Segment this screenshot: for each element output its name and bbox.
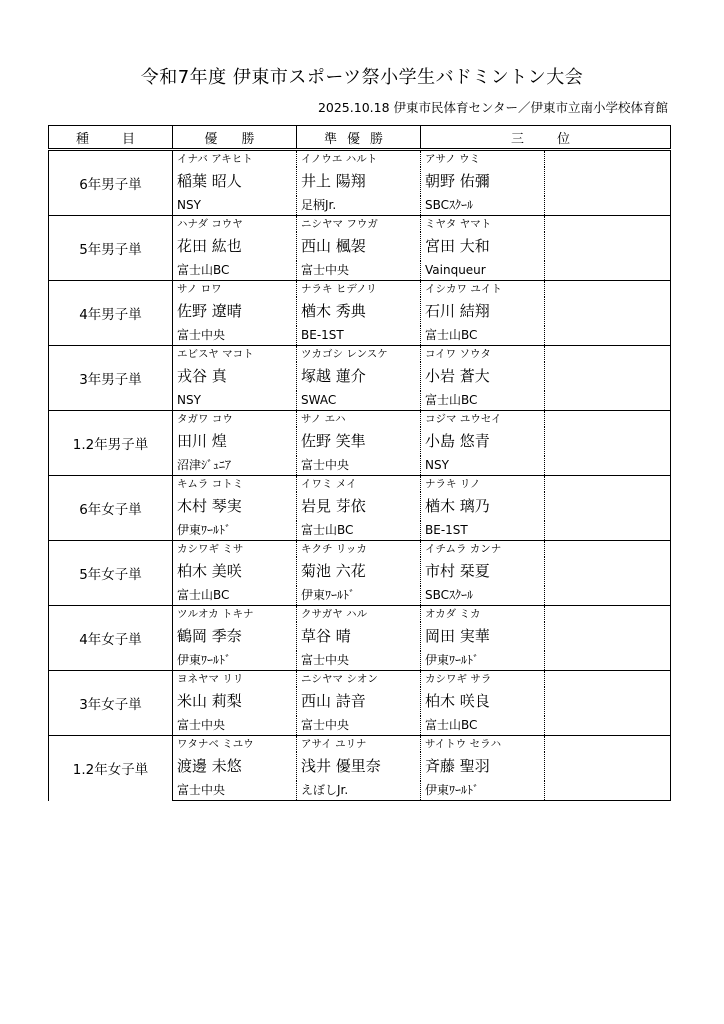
winner-kana: ツルオカ トキナ xyxy=(173,606,297,623)
third-1-club: 伊東ﾜｰﾙﾄﾞ xyxy=(421,651,545,671)
runner-up-club: SWAC xyxy=(297,391,421,411)
winner-club: NSY xyxy=(173,391,297,411)
winner-name: 鶴岡 季奈 xyxy=(173,622,297,651)
event-name: 4年男子単 xyxy=(49,281,173,346)
table-row-kana xyxy=(49,671,671,688)
third-1-name: 岡田 実華 xyxy=(421,622,545,651)
header-event: 種 目 xyxy=(49,126,173,150)
runner-up-club: BE-1ST xyxy=(297,326,421,346)
third-2-name xyxy=(545,622,671,651)
runner-up-club: えぼしJr. xyxy=(297,781,421,801)
winner-kana: ワタナベ ミユウ xyxy=(173,736,297,753)
third-2-name xyxy=(545,427,671,456)
third-2-name xyxy=(545,557,671,586)
third-2-club xyxy=(545,586,671,606)
header-winner: 優 勝 xyxy=(173,126,297,150)
winner-name: 戎谷 真 xyxy=(173,362,297,391)
third-1-name: 宮田 大和 xyxy=(421,232,545,261)
third-2-kana xyxy=(545,541,671,558)
runner-up-kana: イワミ メイ xyxy=(297,476,421,493)
winner-club: 富士山BC xyxy=(173,586,297,606)
winner-kana: キムラ コトミ xyxy=(173,476,297,493)
event-name: 1.2年男子単 xyxy=(49,411,173,476)
third-2-name xyxy=(545,232,671,261)
winner-club: 富士山BC xyxy=(173,261,297,281)
third-1-club: 富士山BC xyxy=(421,326,545,346)
table-row-kana xyxy=(49,606,671,623)
winner-club: 伊東ﾜｰﾙﾄﾞ xyxy=(173,651,297,671)
third-1-kana: オカダ ミカ xyxy=(421,606,545,623)
third-1-club: 富士山BC xyxy=(421,716,545,736)
runner-up-name: 西山 楓袈 xyxy=(297,232,421,261)
runner-up-name: 井上 陽翔 xyxy=(297,167,421,196)
winner-club: 沼津ｼﾞｭﾆｱ xyxy=(173,456,297,476)
third-2-club xyxy=(545,196,671,216)
table-row-kana xyxy=(49,216,671,233)
third-1-kana: イチムラ カンナ xyxy=(421,541,545,558)
runner-up-kana: キクチ リッカ xyxy=(297,541,421,558)
winner-kana: タガワ コウ xyxy=(173,411,297,428)
third-1-kana: ミヤタ ヤマト xyxy=(421,216,545,233)
runner-up-name: 佐野 笑隼 xyxy=(297,427,421,456)
event-name: 5年男子単 xyxy=(49,216,173,281)
winner-club: 富士中央 xyxy=(173,716,297,736)
winner-name: 柏木 美咲 xyxy=(173,557,297,586)
header-runner-up: 準優勝 xyxy=(297,126,421,150)
runner-up-kana: ニシヤマ フウガ xyxy=(297,216,421,233)
third-1-club: 伊東ﾜｰﾙﾄﾞ xyxy=(421,781,545,801)
third-2-club xyxy=(545,261,671,281)
runner-up-name: 西山 詩音 xyxy=(297,687,421,716)
third-2-name xyxy=(545,492,671,521)
third-1-name: 小岩 蒼大 xyxy=(421,362,545,391)
header-third: 三 位 xyxy=(421,126,671,150)
third-2-club xyxy=(545,456,671,476)
winner-name: 田川 煌 xyxy=(173,427,297,456)
third-1-name: 小島 悠青 xyxy=(421,427,545,456)
event-name: 3年女子単 xyxy=(49,671,173,736)
third-2-club xyxy=(545,716,671,736)
third-2-kana xyxy=(545,346,671,363)
event-date-venue: 2025.10.18 伊東市民体育センター／伊東市立南小学校体育館 xyxy=(317,100,668,115)
winner-name: 稲葉 昭人 xyxy=(173,167,297,196)
third-2-kana xyxy=(545,736,671,753)
third-2-kana xyxy=(545,281,671,298)
third-2-kana xyxy=(545,216,671,233)
runner-up-club: 富士中央 xyxy=(297,261,421,281)
third-1-kana: ナラキ リノ xyxy=(421,476,545,493)
third-2-club xyxy=(545,391,671,411)
runner-up-name: 岩見 芽依 xyxy=(297,492,421,521)
third-2-club xyxy=(545,651,671,671)
winner-name: 米山 莉梨 xyxy=(173,687,297,716)
runner-up-club: 富士中央 xyxy=(297,651,421,671)
third-1-kana: コジマ ユウセイ xyxy=(421,411,545,428)
winner-kana: ハナダ コウヤ xyxy=(173,216,297,233)
third-1-name: 市村 栞夏 xyxy=(421,557,545,586)
runner-up-club: 富士中央 xyxy=(297,716,421,736)
table-row-kana xyxy=(49,346,671,363)
table-header-row xyxy=(49,126,671,150)
results-table xyxy=(48,125,671,801)
runner-up-name: 楢木 秀典 xyxy=(297,297,421,326)
third-2-kana xyxy=(545,671,671,688)
winner-kana: カシワギ ミサ xyxy=(173,541,297,558)
winner-kana: エビスヤ マコト xyxy=(173,346,297,363)
event-name: 6年女子単 xyxy=(49,476,173,541)
winner-name: 木村 琴実 xyxy=(173,492,297,521)
page-title: 令和7年度 伊東市スポーツ祭小学生バドミントン大会 xyxy=(140,67,584,88)
third-1-club: NSY xyxy=(421,456,545,476)
third-2-kana xyxy=(545,150,671,168)
table-row-kana xyxy=(49,281,671,298)
third-1-kana: カシワギ サラ xyxy=(421,671,545,688)
third-1-kana: イシカワ ユイト xyxy=(421,281,545,298)
runner-up-kana: イノウエ ハルト xyxy=(297,150,421,168)
winner-name: 佐野 遼晴 xyxy=(173,297,297,326)
third-1-name: 石川 結翔 xyxy=(421,297,545,326)
third-2-name xyxy=(545,297,671,326)
event-name: 3年男子単 xyxy=(49,346,173,411)
runner-up-name: 浅井 優里奈 xyxy=(297,752,421,781)
results-body xyxy=(49,150,671,801)
table-row-kana xyxy=(49,411,671,428)
event-name: 5年女子単 xyxy=(49,541,173,606)
third-1-name: 朝野 佑彌 xyxy=(421,167,545,196)
third-1-kana: アサノ ウミ xyxy=(421,150,545,168)
third-2-name xyxy=(545,167,671,196)
winner-name: 花田 紘也 xyxy=(173,232,297,261)
winner-club: 富士中央 xyxy=(173,326,297,346)
table-row-kana xyxy=(49,736,671,753)
table-row-kana xyxy=(49,150,671,168)
winner-kana: イナバ アキヒト xyxy=(173,150,297,168)
runner-up-kana: クサガヤ ハル xyxy=(297,606,421,623)
event-name: 6年男子単 xyxy=(49,150,173,216)
event-name: 1.2年女子単 xyxy=(49,736,173,801)
third-2-name xyxy=(545,687,671,716)
runner-up-kana: アサイ ユリナ xyxy=(297,736,421,753)
winner-name: 渡邊 未悠 xyxy=(173,752,297,781)
runner-up-club: 伊東ﾜｰﾙﾄﾞ xyxy=(297,586,421,606)
runner-up-club: 足柄Jr. xyxy=(297,196,421,216)
runner-up-name: 塚越 蓮介 xyxy=(297,362,421,391)
winner-club: 富士中央 xyxy=(173,781,297,801)
third-1-club: BE-1ST xyxy=(421,521,545,541)
third-1-club: SBCｽｸｰﾙ xyxy=(421,586,545,606)
event-name: 4年女子単 xyxy=(49,606,173,671)
third-1-name: 楢木 璃乃 xyxy=(421,492,545,521)
runner-up-club: 富士中央 xyxy=(297,456,421,476)
third-2-kana xyxy=(545,476,671,493)
third-1-name: 斉藤 聖羽 xyxy=(421,752,545,781)
table-row-kana xyxy=(49,541,671,558)
third-2-name xyxy=(545,752,671,781)
winner-kana: サノ ロワ xyxy=(173,281,297,298)
third-2-club xyxy=(545,781,671,801)
third-2-club xyxy=(545,521,671,541)
runner-up-kana: サノ エハ xyxy=(297,411,421,428)
third-2-name xyxy=(545,362,671,391)
third-1-club: SBCｽｸｰﾙ xyxy=(421,196,545,216)
third-1-kana: サイトウ セラハ xyxy=(421,736,545,753)
runner-up-kana: ニシヤマ シオン xyxy=(297,671,421,688)
winner-kana: ヨネヤマ リリ xyxy=(173,671,297,688)
runner-up-name: 草谷 晴 xyxy=(297,622,421,651)
winner-club: NSY xyxy=(173,196,297,216)
third-2-kana xyxy=(545,606,671,623)
third-1-kana: コイワ ソウタ xyxy=(421,346,545,363)
runner-up-kana: ツカゴシ レンスケ xyxy=(297,346,421,363)
third-2-kana xyxy=(545,411,671,428)
runner-up-club: 富士山BC xyxy=(297,521,421,541)
runner-up-kana: ナラキ ヒデノリ xyxy=(297,281,421,298)
winner-club: 伊東ﾜｰﾙﾄﾞ xyxy=(173,521,297,541)
third-1-club: Vainqueur xyxy=(421,261,545,281)
table-row-kana xyxy=(49,476,671,493)
third-1-name: 柏木 咲良 xyxy=(421,687,545,716)
third-2-club xyxy=(545,326,671,346)
third-1-club: 富士山BC xyxy=(421,391,545,411)
runner-up-name: 菊池 六花 xyxy=(297,557,421,586)
